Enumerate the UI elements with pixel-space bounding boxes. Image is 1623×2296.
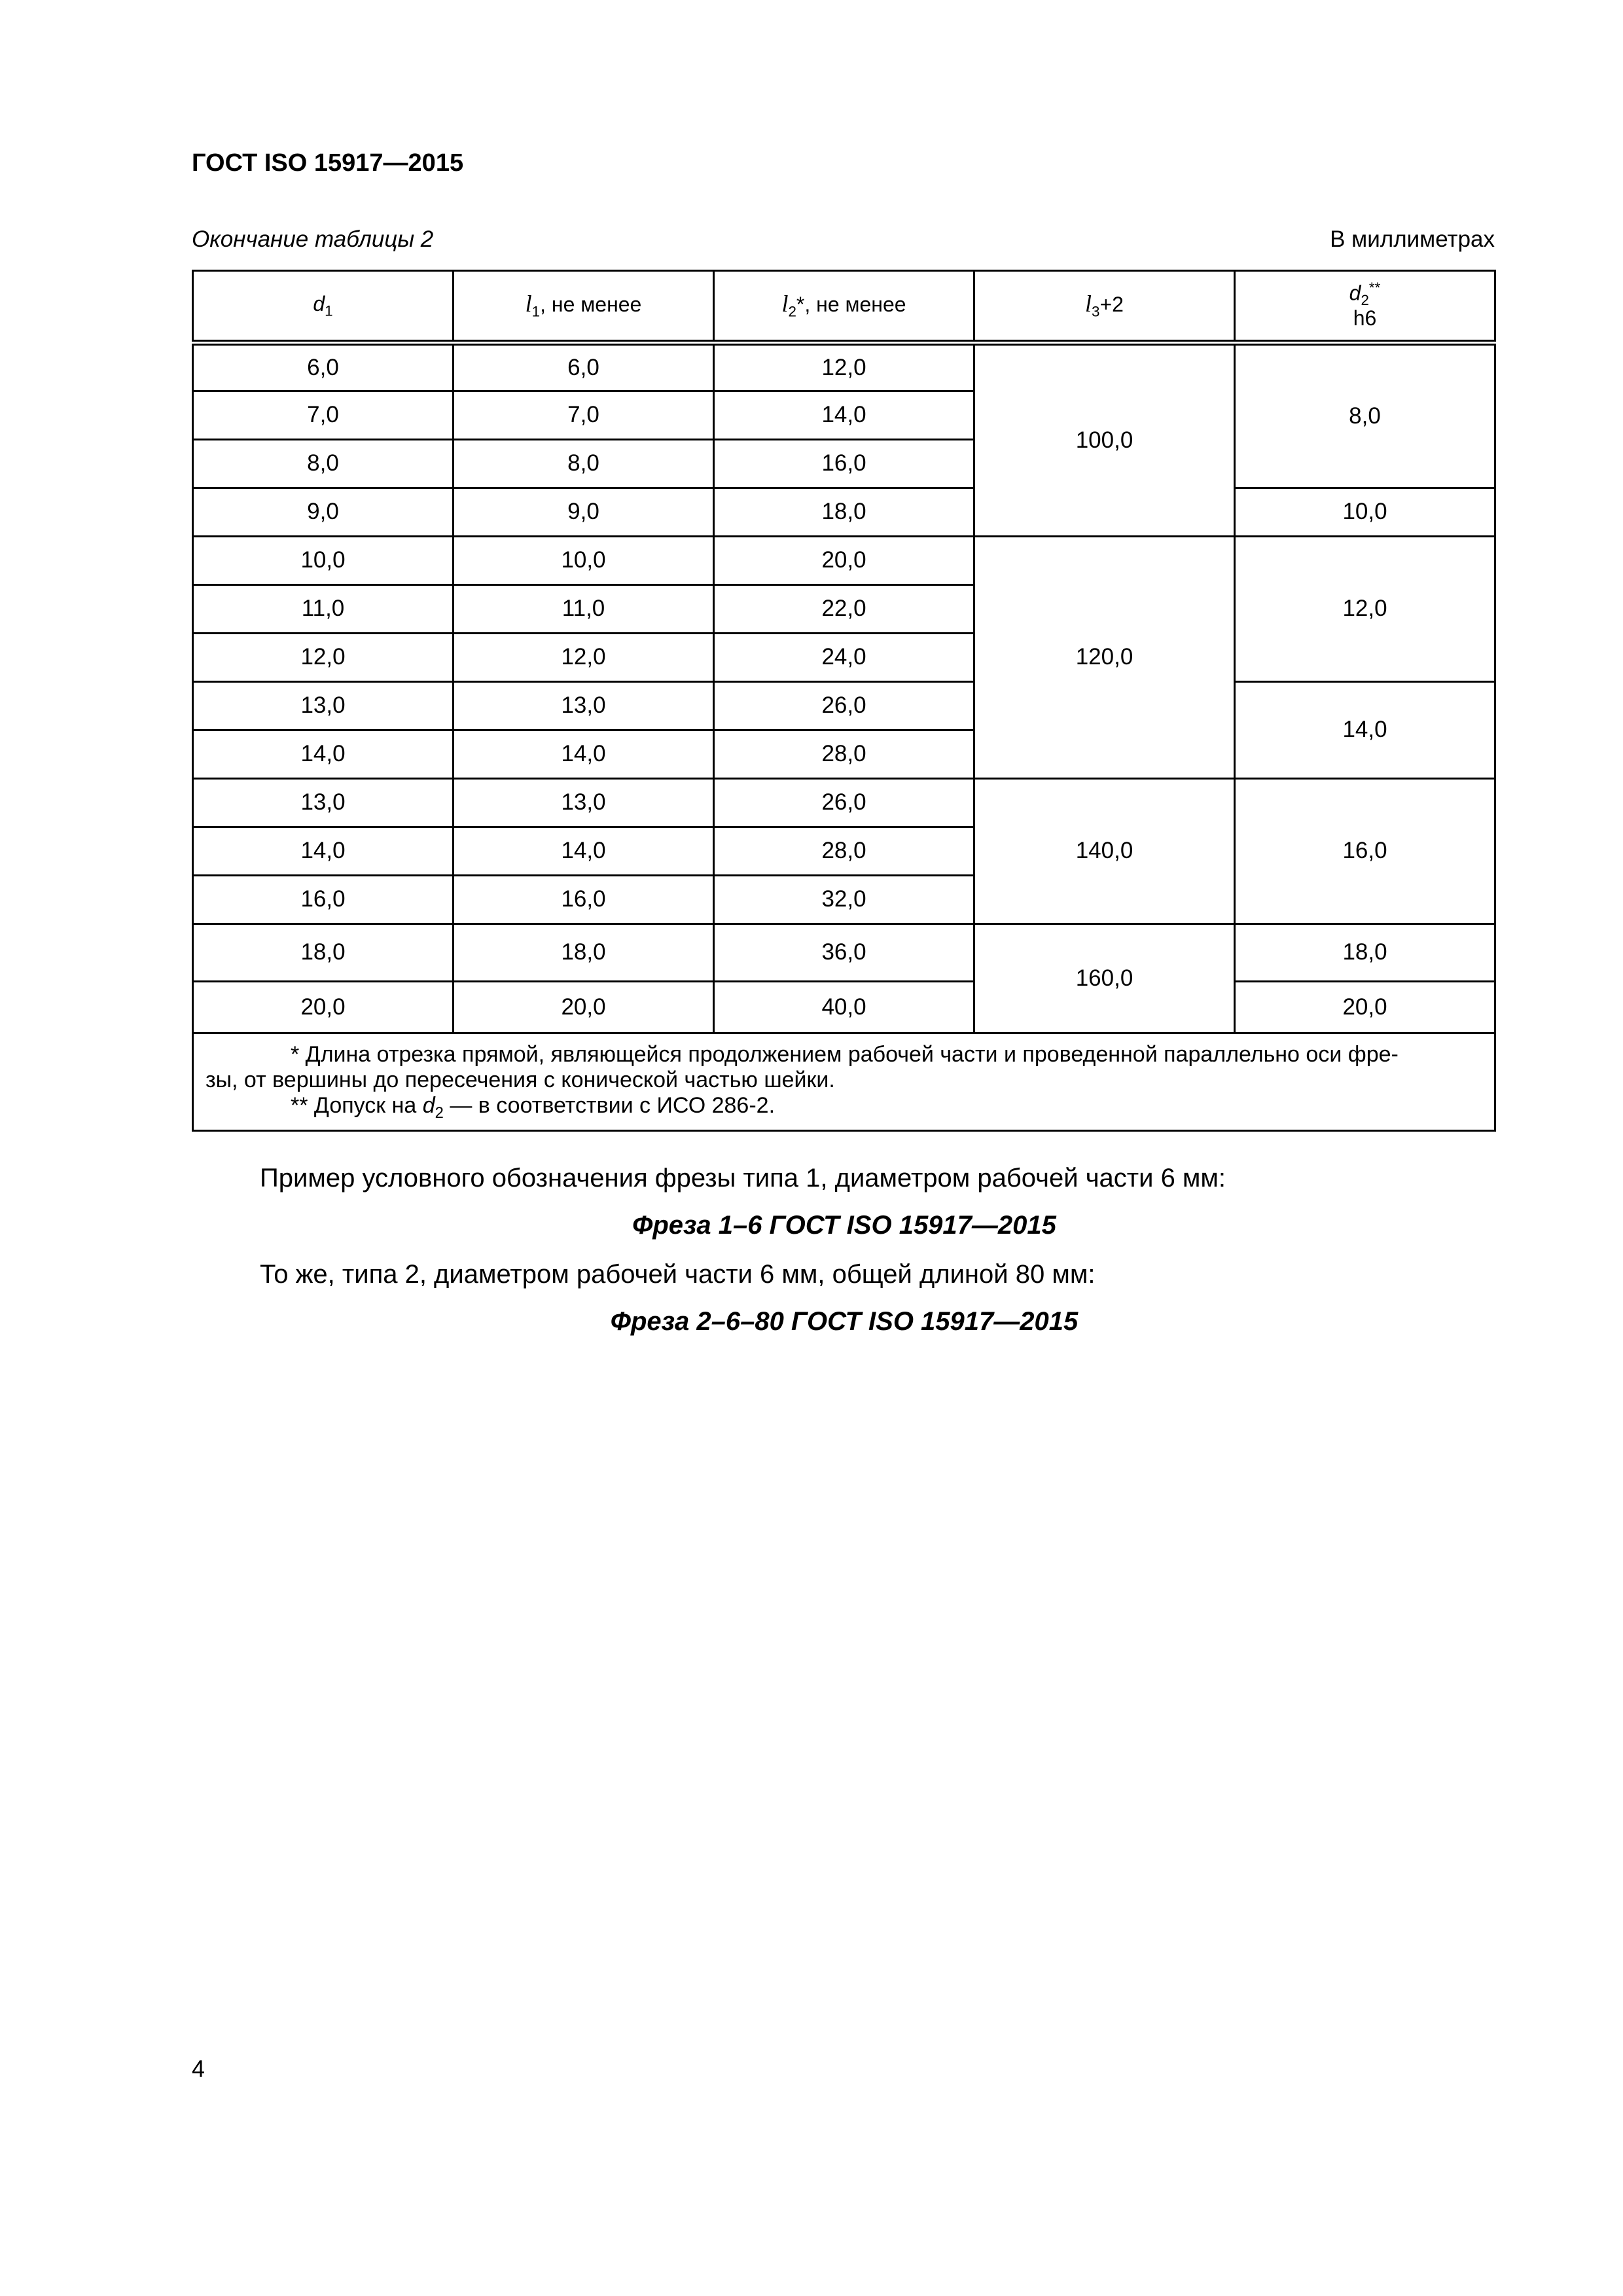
designation-formula-2: Фреза 2–6–80 ГОСТ ISO 15917—2015	[610, 1307, 1079, 1336]
table-notes-row	[193, 1033, 1495, 1131]
cell-d1: 6,0	[193, 343, 454, 391]
cell-l2: 24,0	[714, 634, 974, 682]
cell-l3-group: 100,0	[974, 343, 1235, 537]
cell-l2: 26,0	[714, 779, 974, 827]
cell-d1: 12,0	[193, 634, 454, 682]
cell-d1: 16,0	[193, 876, 454, 924]
cell-l1: 12,0	[454, 634, 714, 682]
cell-l1: 6,0	[454, 343, 714, 391]
table-row	[193, 343, 1495, 391]
cell-d2-group: 20,0	[1235, 982, 1495, 1033]
cell-l2: 40,0	[714, 982, 974, 1033]
table-row	[193, 537, 1495, 585]
header-l2: $l_2*$, не менее	[714, 271, 974, 343]
cell-d1: 7,0	[193, 391, 454, 440]
cell-d1: 13,0	[193, 682, 454, 730]
example-paragraph-2: То же, типа 2, диаметром рабочей части 6 мм, общей длиной 80 мм:	[260, 1260, 1096, 1289]
cell-l1: 11,0	[454, 585, 714, 634]
cell-l1: 10,0	[454, 537, 714, 585]
table-row	[193, 924, 1495, 982]
cell-d1: 10,0	[193, 537, 454, 585]
table-caption: Окончание таблицы 2	[192, 226, 434, 252]
table-row	[193, 682, 1495, 730]
cell-l1: 9,0	[454, 488, 714, 537]
note-1-line-2: зы, от вершины до пересечения с конической частью шейки.	[205, 1067, 835, 1093]
cell-l3-group: 140,0	[974, 779, 1235, 924]
table-row	[193, 779, 1495, 827]
cell-l1: 13,0	[454, 682, 714, 730]
cell-d2-group: 16,0	[1235, 779, 1495, 924]
cell-d2-group: 10,0	[1235, 488, 1495, 537]
cell-l2: 28,0	[714, 827, 974, 876]
cell-d1: 18,0	[193, 924, 454, 982]
cell-d1: 11,0	[193, 585, 454, 634]
table-row	[193, 982, 1495, 1033]
document-header: ГОСТ ISO 15917—2015	[192, 149, 464, 177]
cell-l2: 28,0	[714, 730, 974, 779]
note-1-line-1: * Длина отрезка прямой, являющейся продолжением рабочей части и проведенной параллельно оси фре-	[291, 1042, 1399, 1067]
example-paragraph-1: Пример условного обозначения фрезы типа 1, диаметром рабочей части 6 мм:	[260, 1164, 1226, 1193]
cell-d1: 9,0	[193, 488, 454, 537]
cell-d1: 14,0	[193, 827, 454, 876]
cell-l1: 14,0	[454, 827, 714, 876]
designation-formula-1: Фреза 1–6 ГОСТ ISO 15917—2015	[632, 1211, 1056, 1240]
cell-l2: 12,0	[714, 343, 974, 391]
cell-d1: 14,0	[193, 730, 454, 779]
cell-l1: 20,0	[454, 982, 714, 1033]
cell-d2-group: 14,0	[1235, 682, 1495, 779]
cell-d2-group: 12,0	[1235, 537, 1495, 682]
cell-d1: 20,0	[193, 982, 454, 1033]
cell-d1: 13,0	[193, 779, 454, 827]
table-row	[193, 488, 1495, 537]
header-d2: $d_2^{**}$ h6	[1235, 271, 1495, 343]
header-l3: $l_3+2$	[974, 271, 1235, 343]
cell-l2: 26,0	[714, 682, 974, 730]
note-2: ** Допуск на $d_2$ — в соответствии с ИСО 286-2.	[291, 1093, 776, 1122]
cell-l1: 18,0	[454, 924, 714, 982]
cell-l3-group: 160,0	[974, 924, 1235, 1033]
dimensions-table	[192, 270, 1496, 1132]
cell-l1: 14,0	[454, 730, 714, 779]
cell-l2: 22,0	[714, 585, 974, 634]
header-d1: $d_1$	[193, 271, 454, 343]
cell-d2-group: 8,0	[1235, 343, 1495, 488]
cell-l2: 16,0	[714, 440, 974, 488]
cell-d1: 8,0	[193, 440, 454, 488]
cell-d2-group: 18,0	[1235, 924, 1495, 982]
cell-l2: 36,0	[714, 924, 974, 982]
table-notes	[193, 1033, 1495, 1131]
page-number: 4	[192, 2055, 205, 2082]
cell-l2: 20,0	[714, 537, 974, 585]
cell-l1: 16,0	[454, 876, 714, 924]
cell-l1: 7,0	[454, 391, 714, 440]
cell-l2: 18,0	[714, 488, 974, 537]
units-caption: В миллиметрах	[1330, 226, 1495, 252]
cell-l1: 13,0	[454, 779, 714, 827]
header-l1: $l_1$, не менее	[454, 271, 714, 343]
cell-l2: 32,0	[714, 876, 974, 924]
cell-l3-group: 120,0	[974, 537, 1235, 779]
cell-l1: 8,0	[454, 440, 714, 488]
cell-l2: 14,0	[714, 391, 974, 440]
table-header-row	[193, 271, 1495, 343]
